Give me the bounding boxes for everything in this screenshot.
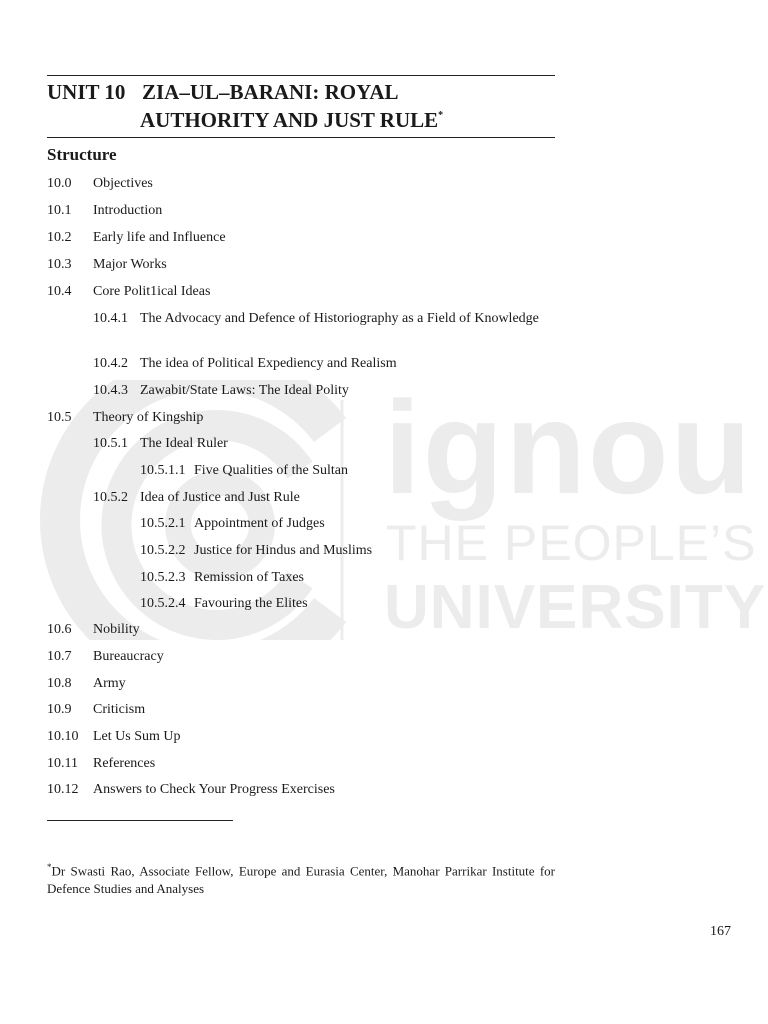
toc-item [47,780,555,799]
toc-item [47,754,555,773]
toc-item [47,620,555,639]
toc-item [47,647,555,666]
toc-label: Remission of Taxes [194,570,304,585]
toc-number: 10.5.1.1 [140,463,186,478]
toc-item [47,228,555,247]
toc-item [47,727,555,746]
toc-number: 10.8 [47,676,72,691]
toc-item [47,568,648,587]
page-number: 167 [710,924,731,939]
toc-label: Core Polit1ical Ideas [93,284,211,299]
toc-item [47,461,648,480]
toc-number: 10.5.2.4 [140,596,186,611]
toc-number: 10.12 [47,782,79,797]
toc-label: Major Works [93,257,167,272]
watermark-line2: UNIVERSITY [384,573,767,642]
toc-label: Nobility [93,622,140,637]
watermark-line1: THE PEOPLE’S [386,515,757,571]
toc-item [47,282,555,301]
footnote-marker: * [47,862,52,872]
toc-number: 10.7 [47,649,72,664]
footnote [47,858,555,898]
toc-item [47,408,555,427]
toc-label: Objectives [93,176,153,191]
footnote-text: Dr Swasti Rao, Associate Fellow, Europe and Eurasia Center, Manohar Parrikar Institute for Defence Studies and Analyses [47,863,555,897]
toc-label: Introduction [93,203,163,218]
toc-number: 10.4 [47,284,72,299]
toc-number: 10.3 [47,257,72,272]
toc-number: 10.5.2 [93,490,128,505]
toc-item [47,255,555,274]
toc-label: Early life and Influence [93,230,226,245]
toc-number: 10.5.2.2 [140,543,186,558]
unit-title-line2: AUTHORITY AND JUST RULE [140,108,439,132]
toc-number: 10.4.3 [93,383,128,398]
toc-label: Army [93,676,126,691]
toc-item [47,541,648,560]
toc-number: 10.5.2.1 [140,516,186,531]
unit-title [47,78,555,134]
toc-label: Answers to Check Your Progress Exercises [93,782,335,797]
toc-label: References [93,756,156,771]
toc-item [47,174,555,193]
toc-number: 10.0 [47,176,72,191]
toc-number: 10.1 [47,203,72,218]
toc-label: Favouring the Elites [194,596,308,611]
toc-item [47,381,601,400]
toc-label: The idea of Political Expediency and Realism [140,356,397,371]
toc-item [47,434,601,453]
footnote-separator [47,820,233,821]
unit-number: UNIT 10 [47,80,126,104]
toc-label: Five Qualities of the Sultan [194,463,348,478]
toc-label: Let Us Sum Up [93,729,181,744]
toc-number: 10.2 [47,230,72,245]
toc-label: Idea of Justice and Just Rule [140,490,300,505]
toc-label: The Advocacy and Defence of Historiography as a Field of Knowledge [140,311,539,326]
toc-label: Criticism [93,702,146,717]
watermark-ignou-text: ignou [384,374,754,521]
toc-label: Appointment of Judges [194,516,325,531]
toc-label: Justice for Hindus and Muslims [194,543,373,558]
toc-item [47,488,601,507]
toc-number: 10.4.2 [93,356,128,371]
toc-number: 10.11 [47,756,78,771]
toc-number: 10.5.2.3 [140,570,186,585]
unit-title-line1: ZIA–UL–BARANI: ROYAL [142,80,399,104]
toc-label: The Ideal Ruler [140,436,228,451]
toc-label: Zawabit/State Laws: The Ideal Polity [140,383,349,398]
toc-number: 10.9 [47,702,72,717]
toc-item [47,594,648,613]
title-bottom-rule [47,137,555,138]
toc-item [47,354,601,373]
toc-item [47,700,555,719]
footnote-marker[interactable]: * [438,110,444,121]
title-top-rule [47,75,555,76]
toc-item [47,514,648,533]
toc-number: 10.5.1 [93,436,128,451]
toc-number: 10.4.1 [93,311,128,326]
toc-number: 10.10 [47,729,79,744]
toc-item [47,674,555,693]
structure-heading: Structure [47,145,117,164]
toc-number: 10.6 [47,622,72,637]
toc-item [47,309,601,328]
toc-item [47,201,555,220]
toc-number: 10.5 [47,410,72,425]
toc-label: Bureaucracy [93,649,164,664]
toc-label: Theory of Kingship [93,410,204,425]
